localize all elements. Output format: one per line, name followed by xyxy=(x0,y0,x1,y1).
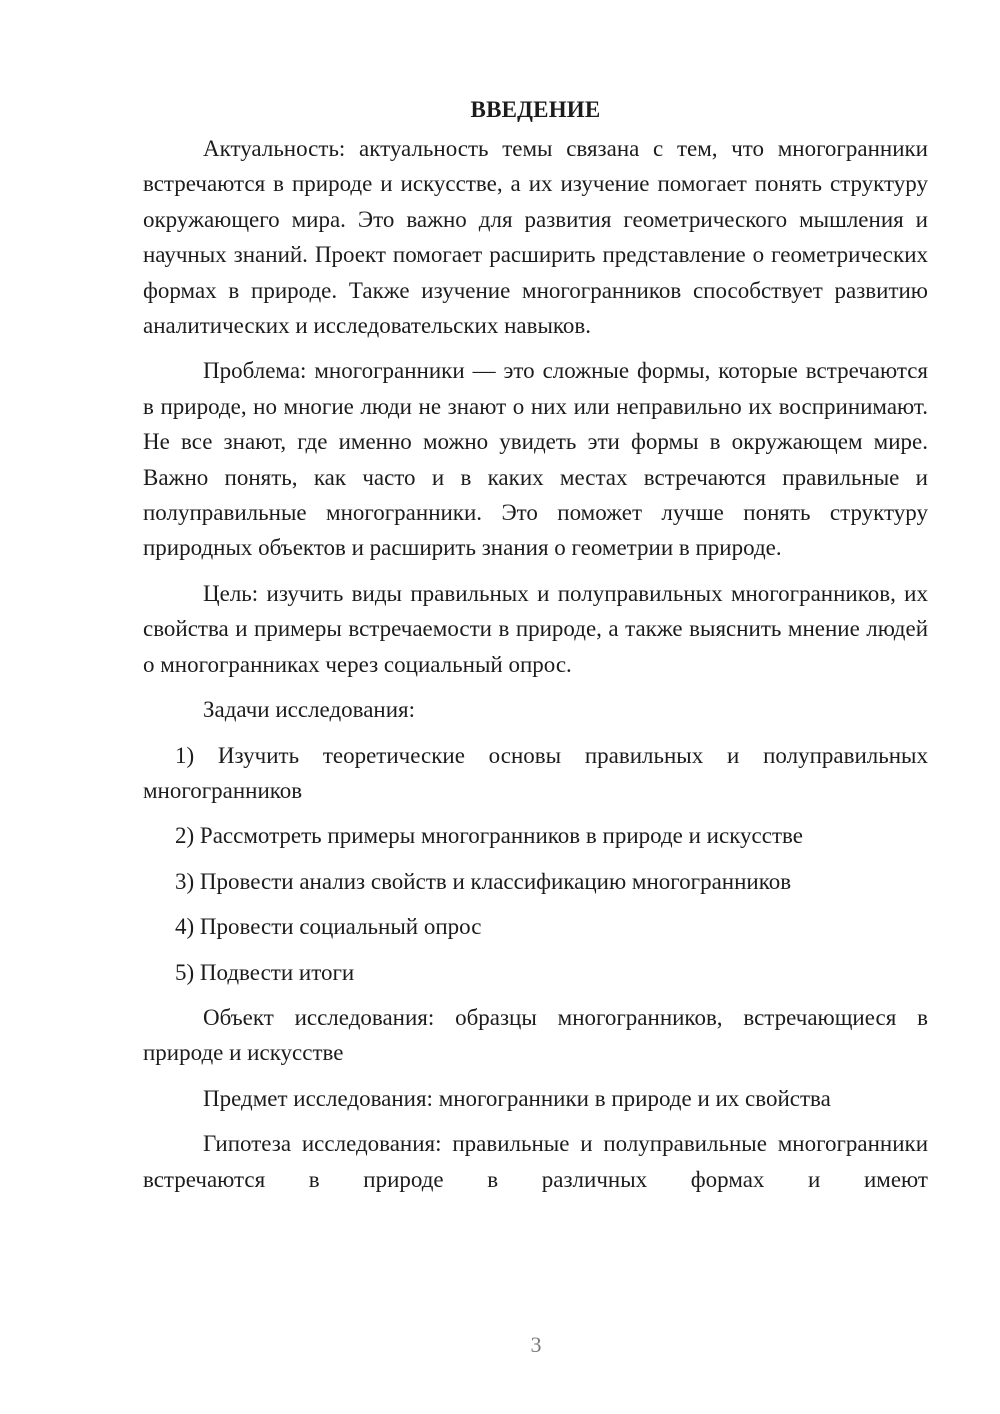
page-number: 3 xyxy=(530,1332,542,1357)
page-content xyxy=(143,92,928,1207)
task-item-3: 3) Провести анализ свойств и классификацию многогранников xyxy=(175,868,792,894)
problem-paragraph: Проблема: многогранники — это сложные формы, которые встречаются в природе, но многие люди не знают о них или неправильно их воспринимают. Не все знают, где именно можно увидеть эти формы в окружающем мире. Важно понять, как часто и в каких местах встречаются правильные и полуправильные многогранники. Это поможет лучше понять структуру природных объектов и расширить знания о геометрии в природе. xyxy=(143,358,928,561)
task-item-5: 5) Подвести итоги xyxy=(175,959,355,985)
page-title: ВВЕДЕНИЕ xyxy=(470,97,601,122)
hypothesis-paragraph: Гипотеза исследования: правильные и полуправильные многогранники встречаются в природе в различных формах и имеют xyxy=(143,1131,928,1192)
object-paragraph: Объект исследования: образцы многогранников, встречающиеся в природе и искусстве xyxy=(143,1004,928,1066)
tasks-heading: Задачи исследования: xyxy=(203,697,416,723)
relevance-paragraph: Актуальность: актуальность темы связана с тем, что многогранники встречаются в природе и искусстве, а их изучение помогает понять структуру окружающего мира. Это важно для развития геометрического мышления и научных знаний. Проект помогает расширить представление о геометрических формах в природе. Также изучение многогранников способствует развитию аналитических и исследовательских навыков. xyxy=(143,136,928,339)
subject-paragraph: Предмет исследования: многогранники в природе и их свойства xyxy=(203,1085,831,1111)
task-item-1: 1) Изучить теоретические основы правильных и полуправильных многогранников xyxy=(143,742,928,803)
task-item-2: 2) Рассмотреть примеры многогранников в природе и искусстве xyxy=(175,823,803,849)
goal-paragraph: Цель: изучить виды правильных и полуправильных многогранников, их свойства и примеры встречаемости в природе, а также выяснить мнение людей о многогранниках через социальный опрос. xyxy=(143,580,928,677)
task-item-4: 4) Провести социальный опрос xyxy=(175,914,482,940)
